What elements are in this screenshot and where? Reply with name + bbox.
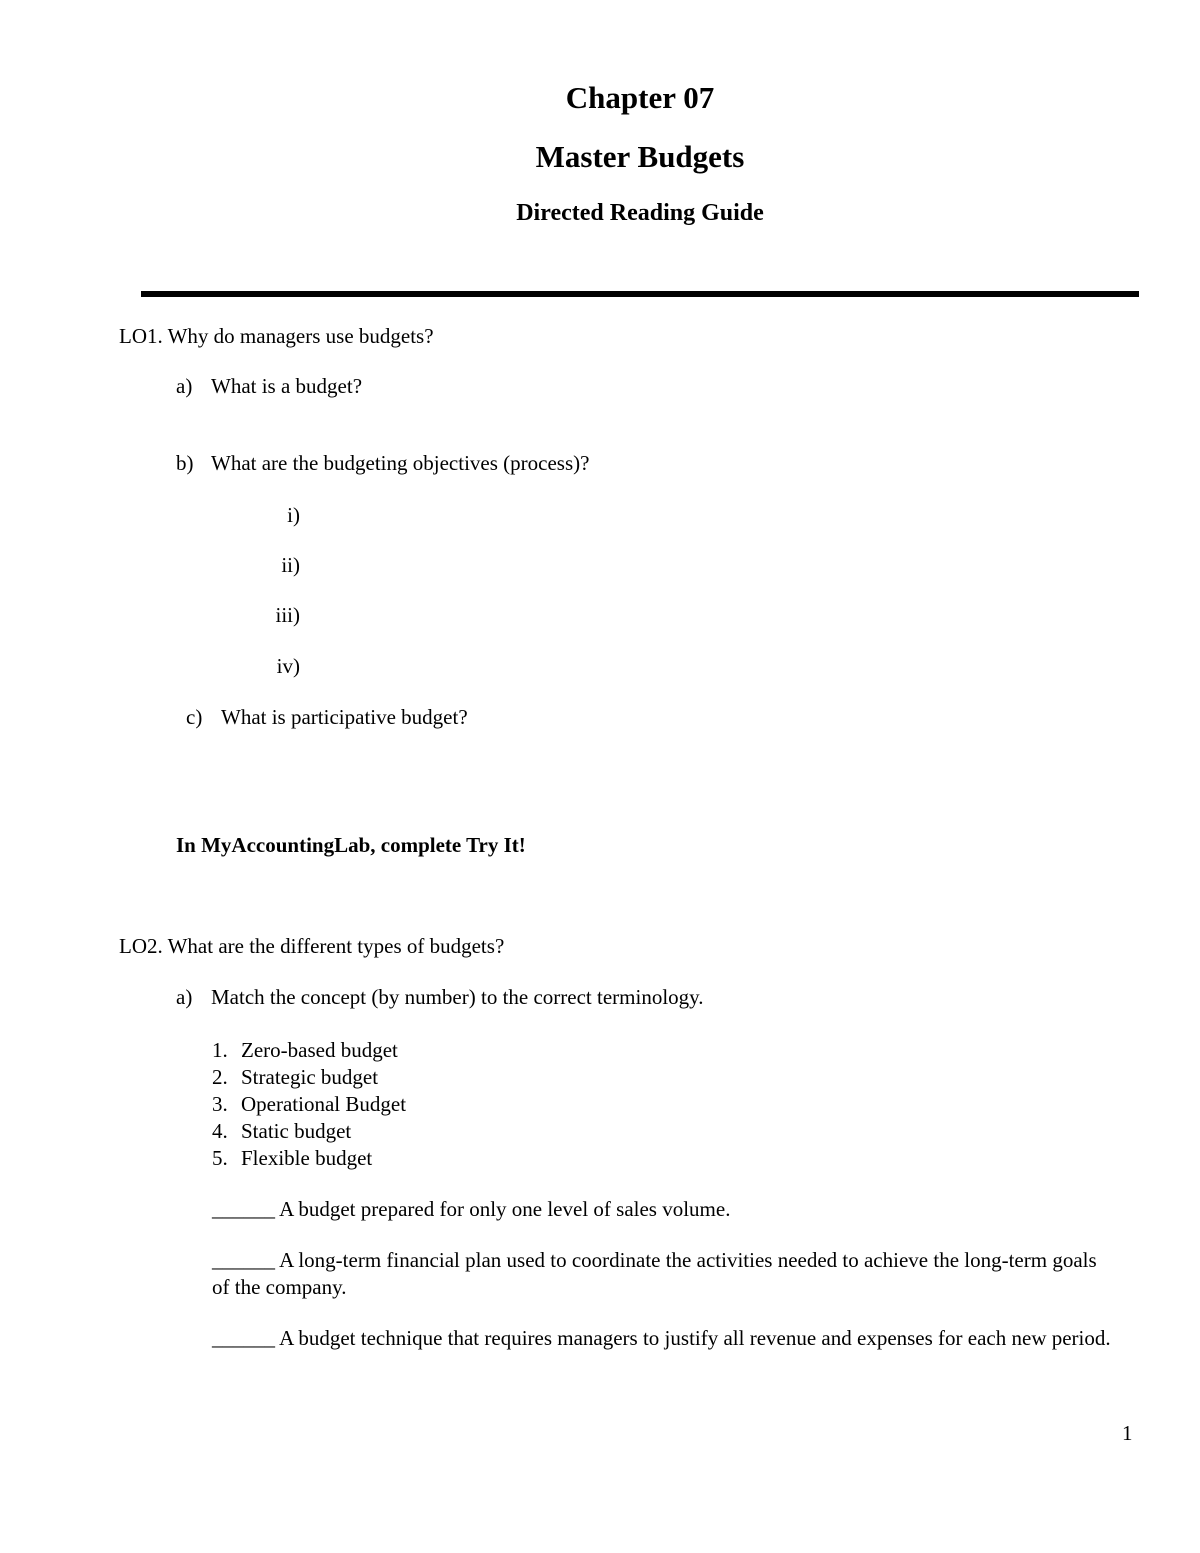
lo1-question: LO1. Why do managers use budgets? [119, 324, 434, 348]
list-number: 5. [212, 1146, 228, 1170]
list-text: Strategic budget [241, 1065, 379, 1089]
roman-item-4: iv) [276, 654, 300, 678]
list-item [212, 1091, 406, 1118]
header-divider [141, 291, 1139, 297]
answer-blank: ______ [212, 1248, 275, 1272]
list-item [212, 1037, 406, 1064]
item-marker: a) [176, 985, 193, 1009]
roman-item-1: i) [287, 503, 300, 527]
chapter-heading: Chapter 07 [565, 80, 715, 115]
item-text: What is a budget? [211, 374, 363, 398]
answer-blank: ______ [212, 1326, 275, 1350]
match-statement-1 [212, 1196, 1142, 1223]
match-statement-2 [212, 1247, 1102, 1301]
terms-list [212, 1037, 406, 1172]
document-subtitle: Directed Reading Guide [516, 200, 764, 226]
roman-item-2: ii) [281, 553, 300, 577]
list-text: Zero-based budget [241, 1038, 398, 1062]
list-number: 1. [212, 1038, 228, 1062]
item-marker: a) [176, 374, 193, 398]
item-text: Match the concept (by number) to the correct terminology. [211, 985, 704, 1009]
item-marker: b) [176, 451, 194, 475]
item-marker: c) [186, 705, 203, 729]
statement-text: A budget technique that requires managers to justify all revenue and expenses for each new period. [279, 1326, 1111, 1350]
lo1-item-c [186, 704, 468, 731]
lo1-item-b [176, 450, 589, 477]
lo2-item-a [176, 984, 704, 1011]
lo2-question: LO2. What are the different types of budgets? [119, 934, 505, 958]
list-item [212, 1145, 406, 1172]
list-text: Flexible budget [241, 1146, 373, 1170]
list-item [212, 1064, 406, 1091]
match-statement-3 [212, 1325, 1147, 1352]
page-number: 1 [1122, 1421, 1133, 1445]
list-text: Static budget [241, 1119, 352, 1143]
list-text: Operational Budget [241, 1092, 407, 1116]
item-text: What are the budgeting objectives (process)? [211, 451, 590, 475]
list-number: 3. [212, 1092, 228, 1116]
item-text: What is participative budget? [221, 705, 468, 729]
roman-item-3: iii) [275, 603, 300, 627]
document-title: Master Budgets [535, 139, 745, 174]
lab-note: In MyAccountingLab, complete Try It! [176, 833, 526, 857]
answer-blank: ______ [212, 1197, 275, 1221]
list-number: 4. [212, 1119, 228, 1143]
statement-text: A long-term financial plan used to coordinate the activities needed to achieve the long-term goals of the company. [212, 1248, 1097, 1299]
statement-text: A budget prepared for only one level of sales volume. [279, 1197, 731, 1221]
list-item [212, 1118, 406, 1145]
list-number: 2. [212, 1065, 228, 1089]
lo1-item-a [176, 373, 362, 400]
